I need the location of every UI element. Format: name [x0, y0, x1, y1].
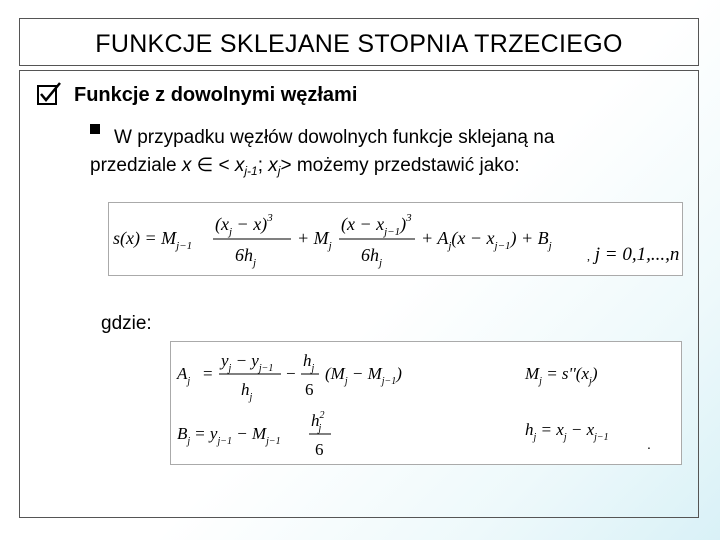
svg-text:6: 6 [305, 380, 314, 399]
svg-text:s(x) = Mj−1: $s(x) = M_{j-1}$ [113, 228, 193, 252]
svg-text:yj − yj−1: $y_j - y_{j-1}$ [221, 351, 274, 374]
checkbox-checked-icon [36, 81, 62, 107]
description-paragraph [90, 124, 690, 185]
svg-text:Aj: $A_j$ [177, 364, 191, 387]
svg-text:−: − [286, 364, 296, 383]
coefficient-definitions-image [170, 341, 682, 465]
svg-text:(x − xj−1)3: $(x - x_{j-1})^3$ [341, 212, 412, 238]
svg-text:6: 6 [315, 440, 324, 459]
svg-text:hj: $h_j$ [241, 380, 253, 403]
svg-text:hj = xj − xj−1: $h_j = x_j - x_{j-1}$ [525, 420, 609, 443]
where-label: gdzie: [101, 313, 152, 334]
svg-text:h2j: $h^2$ j [311, 410, 325, 434]
svg-text:Bj= yj−1 − Mj−1: $B_j = y_{j-1} - M_{j-1}$ [177, 424, 281, 447]
coefficient-definitions [171, 342, 681, 464]
svg-text:Mj = s''(xj): $M_j = s''(x_j)$ [525, 364, 598, 387]
svg-text:=: = [203, 364, 213, 383]
title-frame [19, 18, 699, 66]
slide-title: FUNKCJE SKLEJANE STOPNIA TRZECIEGO [95, 30, 623, 58]
trailing-dot: . [647, 436, 651, 452]
svg-text:+ Aj(x − xj−1) + Bj: + $A_j(x - x_{j-1}) + B_j$ [421, 228, 552, 252]
paragraph-line-1: W przypadku węzłów dowolnych funkcje sklejaną na [114, 127, 555, 148]
svg-text:hj: $h_j$ [303, 351, 315, 374]
svg-text:(Mj − Mj−1): $(M_j - M_{j-1})$ [325, 364, 402, 387]
svg-text:6hj: $6h_j$ [235, 245, 257, 269]
svg-text:6hj: $6h_j$ [361, 245, 383, 269]
index-range: , j = 0,1,...,n [587, 244, 680, 265]
section-heading: Funkcje z dowolnymi węzłami [74, 84, 358, 106]
paragraph-line-2: przedziale x ∈ < $x_{j-1}$; $x_j>$ możemy przedstawić jako: [90, 155, 520, 178]
svg-text:+ Mj: + $M_j$ [297, 228, 332, 252]
svg-text:(xj − x)3: $(x_j - x)^3$ [215, 212, 273, 238]
